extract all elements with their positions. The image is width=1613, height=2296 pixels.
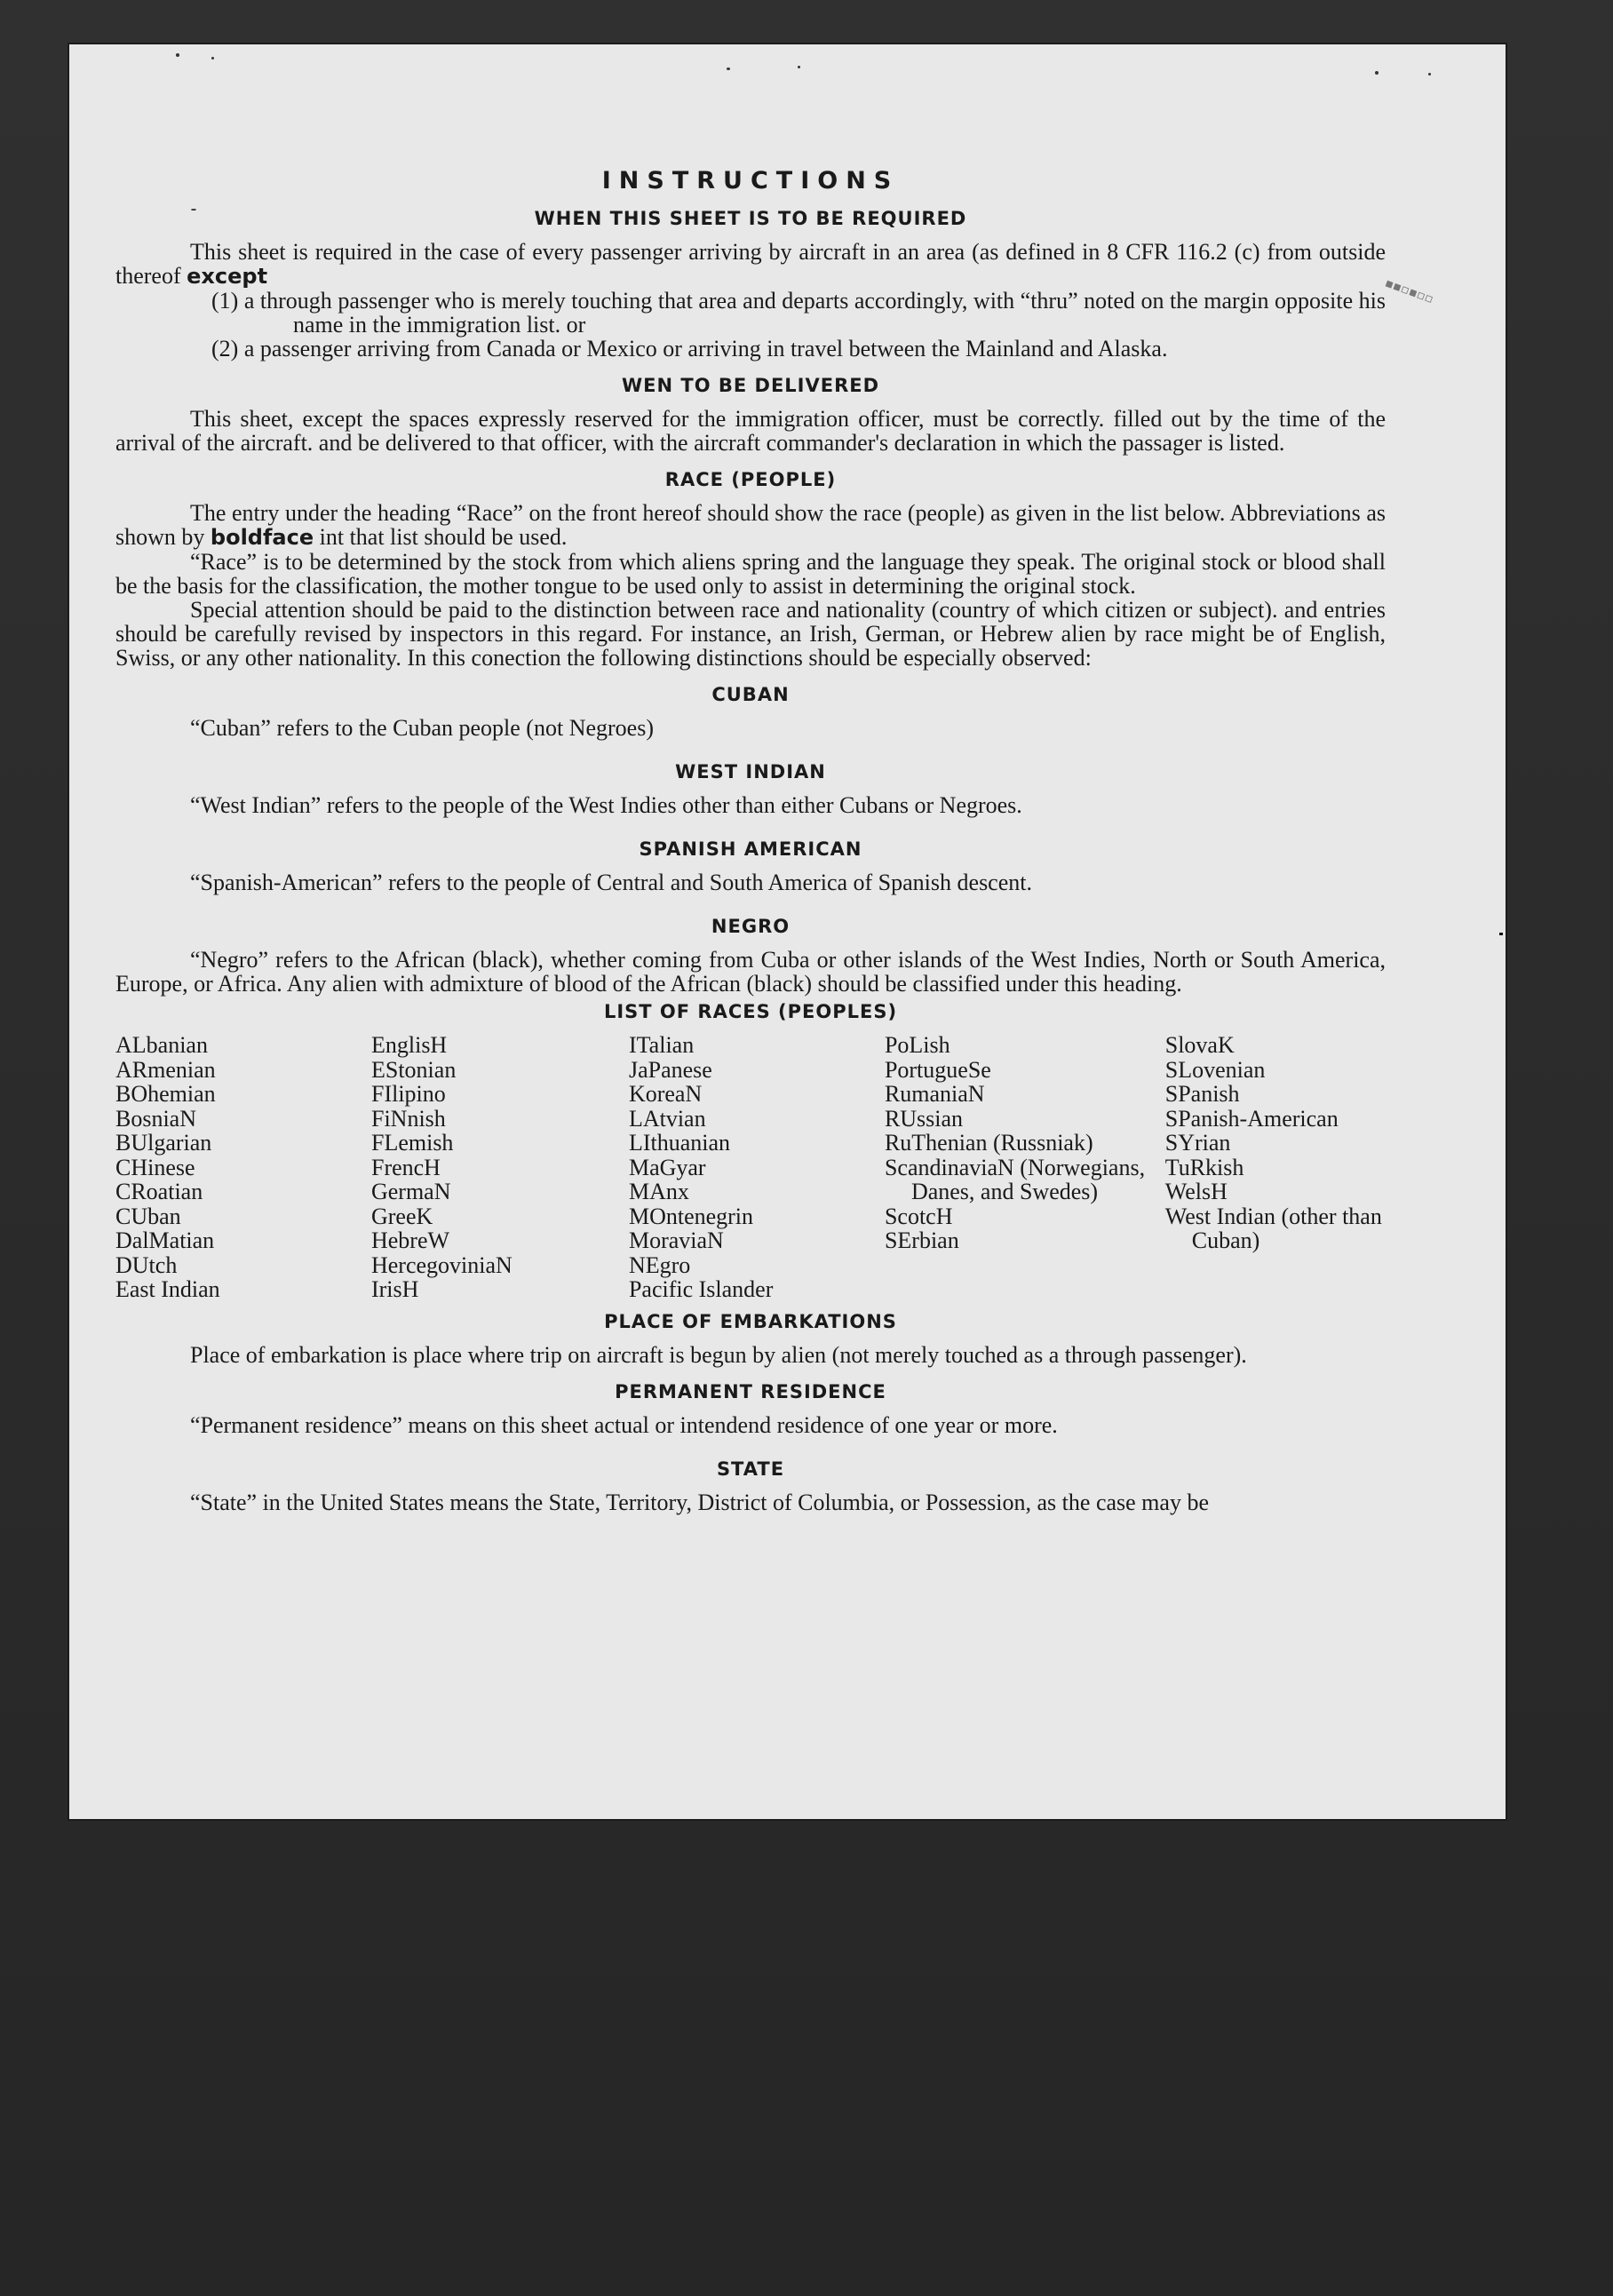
- race-entry: DUtch: [115, 1251, 178, 1278]
- heading-state: STATE: [716, 1458, 785, 1480]
- race-entry: ARmenian: [115, 1056, 216, 1083]
- race-entry: RuThenian (Russniak): [884, 1130, 1093, 1156]
- race-paragraph-3: Special attention should be paid to the distinction between race and nationality (country of which citizen or subject). and entries should be carefully revised by inspectors in this regard. For instance, an Irish, German, or Hebrew alien by race might be of English, Swiss, or any other nationality. In this conection the following distinctions should be especially observed:: [115, 597, 1386, 671]
- heading-negro: NEGRO: [711, 916, 791, 937]
- race-entry: FiNnish: [370, 1105, 446, 1132]
- when-required-intro: [115, 240, 1386, 289]
- when-required-intro-text: This sheet is required in the case of every passenger arriving by aircraft in an area (as defined in 8 CFR 116.2 (c) from outside thereof: [115, 239, 1386, 289]
- scan-speck: [1428, 73, 1431, 75]
- race-entry: IrisH: [370, 1276, 419, 1302]
- race-paragraph-2: “Race” is to be determined by the stock from which aliens spring and the language they speak. The original stock or blood shall be the basis for the classification, the mother tongue to be used only to assist in determining the original stock.: [115, 549, 1386, 599]
- race-entry: EnglisH: [370, 1032, 448, 1058]
- race-entry: West Indian (other than Cuban): [1164, 1203, 1382, 1253]
- race-p1-b: int that list should be used.: [319, 524, 568, 550]
- instruction-sheet: [69, 44, 1506, 1819]
- heading-embarkation: PLACE OF EMBARKATIONS: [604, 1310, 897, 1332]
- race-entry: DalMatian: [115, 1227, 215, 1253]
- heading-cuban: CUBAN: [711, 684, 790, 705]
- race-entry: CUban: [115, 1203, 181, 1229]
- heading-race: RACE (PEOPLE): [664, 469, 837, 490]
- race-entry: LAtvian: [628, 1105, 706, 1132]
- negro-text: “Negro” refers to the African (black), whether coming from Cuba or other islands of the West Indies, North or South America, Europe, or Africa. Any alien with admixture of blood of the African (black) should be classified under this heading.: [115, 947, 1386, 997]
- race-entry: NEgro: [628, 1251, 691, 1278]
- scan-speck: [176, 53, 179, 57]
- race-entry: HebreW: [370, 1227, 450, 1253]
- race-p1-a: The entry under the heading “Race” on the front hereof should show the race (people) as given in the list below. Abbreviations as shown by: [115, 500, 1386, 550]
- when-delivered-text: This sheet, except the spaces expressly reserved for the immigration officer, must be correctly. filled out by the time of the arrival of the aircraft. and be delivered to that officer, with the aircraft commander's declaration in which the passager is listed.: [115, 406, 1386, 456]
- race-entry: HercegoviniaN: [370, 1251, 513, 1278]
- scan-smudge: ▪▪▫▪▫▫: [1382, 275, 1435, 307]
- exception-item-2: (2) a passenger arriving from Canada or Mexico or arriving in travel between the Mainland and Alaska.: [211, 336, 1168, 361]
- heading-permanent-residence: PERMANENT RESIDENCE: [615, 1380, 886, 1402]
- heading-spanish-american: SPANISH AMERICAN: [639, 838, 862, 860]
- heading-west-indian: WEST INDIAN: [675, 761, 826, 783]
- heading-when-delivered: WEN TO BE DELIVERED: [621, 375, 880, 396]
- scan-speck: [1375, 71, 1379, 75]
- race-entry: ScotcH: [884, 1203, 953, 1229]
- race-paragraph-1: [115, 501, 1386, 550]
- race-entry: SPanish: [1164, 1081, 1240, 1107]
- race-entry: SLovenian: [1164, 1056, 1266, 1083]
- race-entry: SlovaK: [1164, 1032, 1235, 1058]
- race-entry: East Indian: [115, 1276, 220, 1302]
- race-entry: EStonian: [370, 1056, 457, 1083]
- exception-item-1: (1) a through passenger who is merely touching that area and departs accordingly, with “thru” noted on the margin opposite his name in the immigration list. or: [211, 288, 1386, 338]
- race-entry: MoraviaN: [628, 1227, 724, 1253]
- race-entry: SErbian: [884, 1227, 959, 1253]
- west-indian-text: “West Indian” refers to the people of the West Indies other than either Cubans or Negroes.: [190, 792, 1022, 818]
- race-entry: FrencH: [370, 1154, 441, 1180]
- instructions-content: [115, 167, 1386, 1514]
- scan-speck: [211, 57, 214, 60]
- race-entry: ALbanian: [115, 1032, 208, 1058]
- race-entry: TuRkish: [1164, 1154, 1244, 1180]
- scan-speck: [727, 68, 730, 70]
- race-entry: RUssian: [884, 1105, 964, 1132]
- race-entry: KoreaN: [628, 1081, 703, 1107]
- race-entry: CHinese: [115, 1154, 195, 1180]
- races-list: [115, 1033, 1386, 1302]
- race-entry: SPanish-American: [1164, 1105, 1339, 1132]
- races-column: [629, 1033, 885, 1302]
- page-title: INSTRUCTIONS: [601, 167, 900, 195]
- race-entry: PortugueSe: [884, 1056, 991, 1083]
- state-text: “State” in the United States means the State, Territory, District of Columbia, or Possession, as the case may be: [190, 1489, 1209, 1515]
- spanish-american-text: “Spanish-American” refers to the people of Central and South America of Spanish descent.: [190, 870, 1032, 895]
- race-entry: ITalian: [628, 1032, 695, 1058]
- race-entry: PoLish: [884, 1032, 950, 1058]
- race-entry: RumaniaN: [884, 1081, 985, 1107]
- cuban-text: “Cuban” refers to the Cuban people (not Negroes): [190, 715, 654, 741]
- race-entry: CRoatian: [115, 1179, 203, 1204]
- boldface-bold: boldface: [210, 525, 314, 550]
- heading-when-required: WHEN THIS SHEET IS TO BE REQUIRED: [534, 208, 967, 229]
- race-entry: FIlipino: [370, 1081, 446, 1107]
- race-entry: FLemish: [370, 1130, 454, 1156]
- race-entry: BOhemian: [115, 1081, 216, 1107]
- races-column: [371, 1033, 629, 1302]
- race-entry: SYrian: [1164, 1130, 1231, 1156]
- permanent-residence-text: “Permanent residence” means on this sheet actual or intendend residence of one year or more.: [190, 1411, 1058, 1438]
- race-entry: Pacific Islander: [628, 1276, 774, 1302]
- race-entry: JaPanese: [628, 1056, 712, 1083]
- race-entry: LIthuanian: [628, 1130, 731, 1156]
- races-column: [1165, 1033, 1386, 1302]
- race-entry: BosniaN: [115, 1105, 196, 1132]
- race-entry: GermaN: [370, 1179, 451, 1204]
- race-entry: BUlgarian: [115, 1130, 212, 1156]
- races-column: [115, 1033, 371, 1302]
- race-entry: MOntenegrin: [628, 1203, 754, 1229]
- race-entry: WelsH: [1164, 1179, 1228, 1204]
- races-column: [885, 1033, 1165, 1302]
- scan-edge-mark: [1499, 933, 1503, 935]
- except-bold: except: [187, 264, 268, 289]
- heading-list-of-races: LIST OF RACES (PEOPLES): [603, 1001, 898, 1022]
- embarkation-text: Place of embarkation is place where trip on aircraft is begun by alien (not merely touched as a through passenger).: [190, 1341, 1247, 1368]
- race-entry: MaGyar: [628, 1154, 706, 1180]
- scan-speck: [798, 66, 800, 68]
- race-entry: GreeK: [370, 1203, 433, 1229]
- race-entry: ScandinaviaN (Norwegians, Danes, and Swedes): [884, 1154, 1146, 1204]
- race-entry: MAnx: [628, 1179, 689, 1204]
